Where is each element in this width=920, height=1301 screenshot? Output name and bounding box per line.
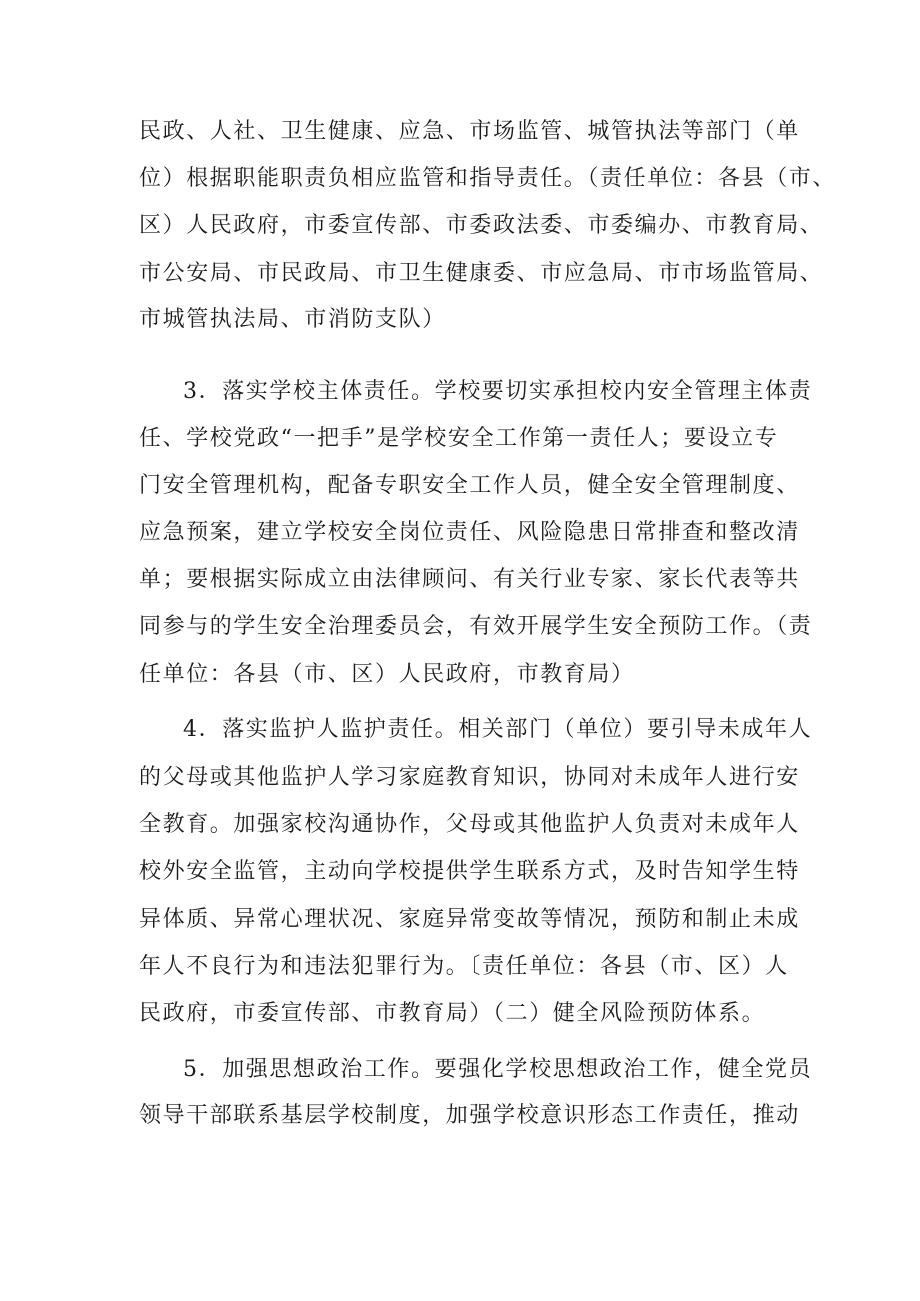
paragraph-4-heading-line: 4．落实监护人监护责任。相关部门（单位）要引导未成年人 bbox=[183, 717, 813, 742]
text-line: 任、学校党政“一把手”是学校安全工作第一责任人；要设立专 bbox=[139, 426, 779, 451]
paragraph-5-heading-line: 5．加强思想政治工作。要强化学校思想政治工作，健全党员 bbox=[183, 1057, 813, 1082]
text-line: 单；要根据实际成立由法律顾问、有关行业专家、家长代表等共 bbox=[139, 567, 800, 592]
paragraph-3-heading-line: 3．落实学校主体责任。学校要切实承担校内安全管理主体责 bbox=[183, 379, 813, 404]
text-line: 民政府，市委宣传部、市教育局）（二）健全风险预防体系。 bbox=[139, 1001, 766, 1026]
text-line: 区）人民政府，市委宣传部、市委政法委、市委编办、市教育局、 bbox=[139, 213, 824, 238]
text-line: 位）根据职能职责负相应监管和指导责任。（责任单位：各县（市、 bbox=[139, 166, 837, 191]
text-line: 市城管执法局、市消防支队） bbox=[139, 307, 446, 332]
text-line: 应急预案，建立学校安全岗位责任、风险隐患日常排查和整改清 bbox=[139, 520, 800, 545]
text-line: 同参与的学生安全治理委员会，有效开展学生安全预防工作。（责 bbox=[139, 614, 813, 639]
text-line: 校外安全监管，主动向学校提供学生联系方式，及时告知学生特 bbox=[139, 859, 800, 884]
text-line: 民政、人社、卫生健康、应急、市场监管、城管执法等部门（单 bbox=[139, 119, 800, 144]
text-line: 年人不良行为和违法犯罪行为。〔责任单位：各县（市、区）人 bbox=[139, 954, 789, 979]
text-line: 异体质、异常心理状况、家庭异常变故等情况，预防和制止未成 bbox=[139, 907, 800, 932]
text-line: 门安全管理机构，配备专职安全工作人员，健全安全管理制度、 bbox=[139, 473, 800, 498]
text-line: 全教育。加强家校沟通协作，父母或其他监护人负责对未成年人 bbox=[139, 812, 800, 837]
text-line: 领导干部联系基层学校制度，加强学校意识形态工作责任，推动 bbox=[139, 1103, 800, 1128]
text-line: 的父母或其他监护人学习家庭教育知识，协同对未成年人进行安 bbox=[139, 765, 800, 790]
text-line: 任单位：各县（市、区）人民政府，市教育局） bbox=[139, 662, 635, 687]
text-line: 市公安局、市民政局、市卫生健康委、市应急局、市市场监管局、 bbox=[139, 261, 824, 286]
